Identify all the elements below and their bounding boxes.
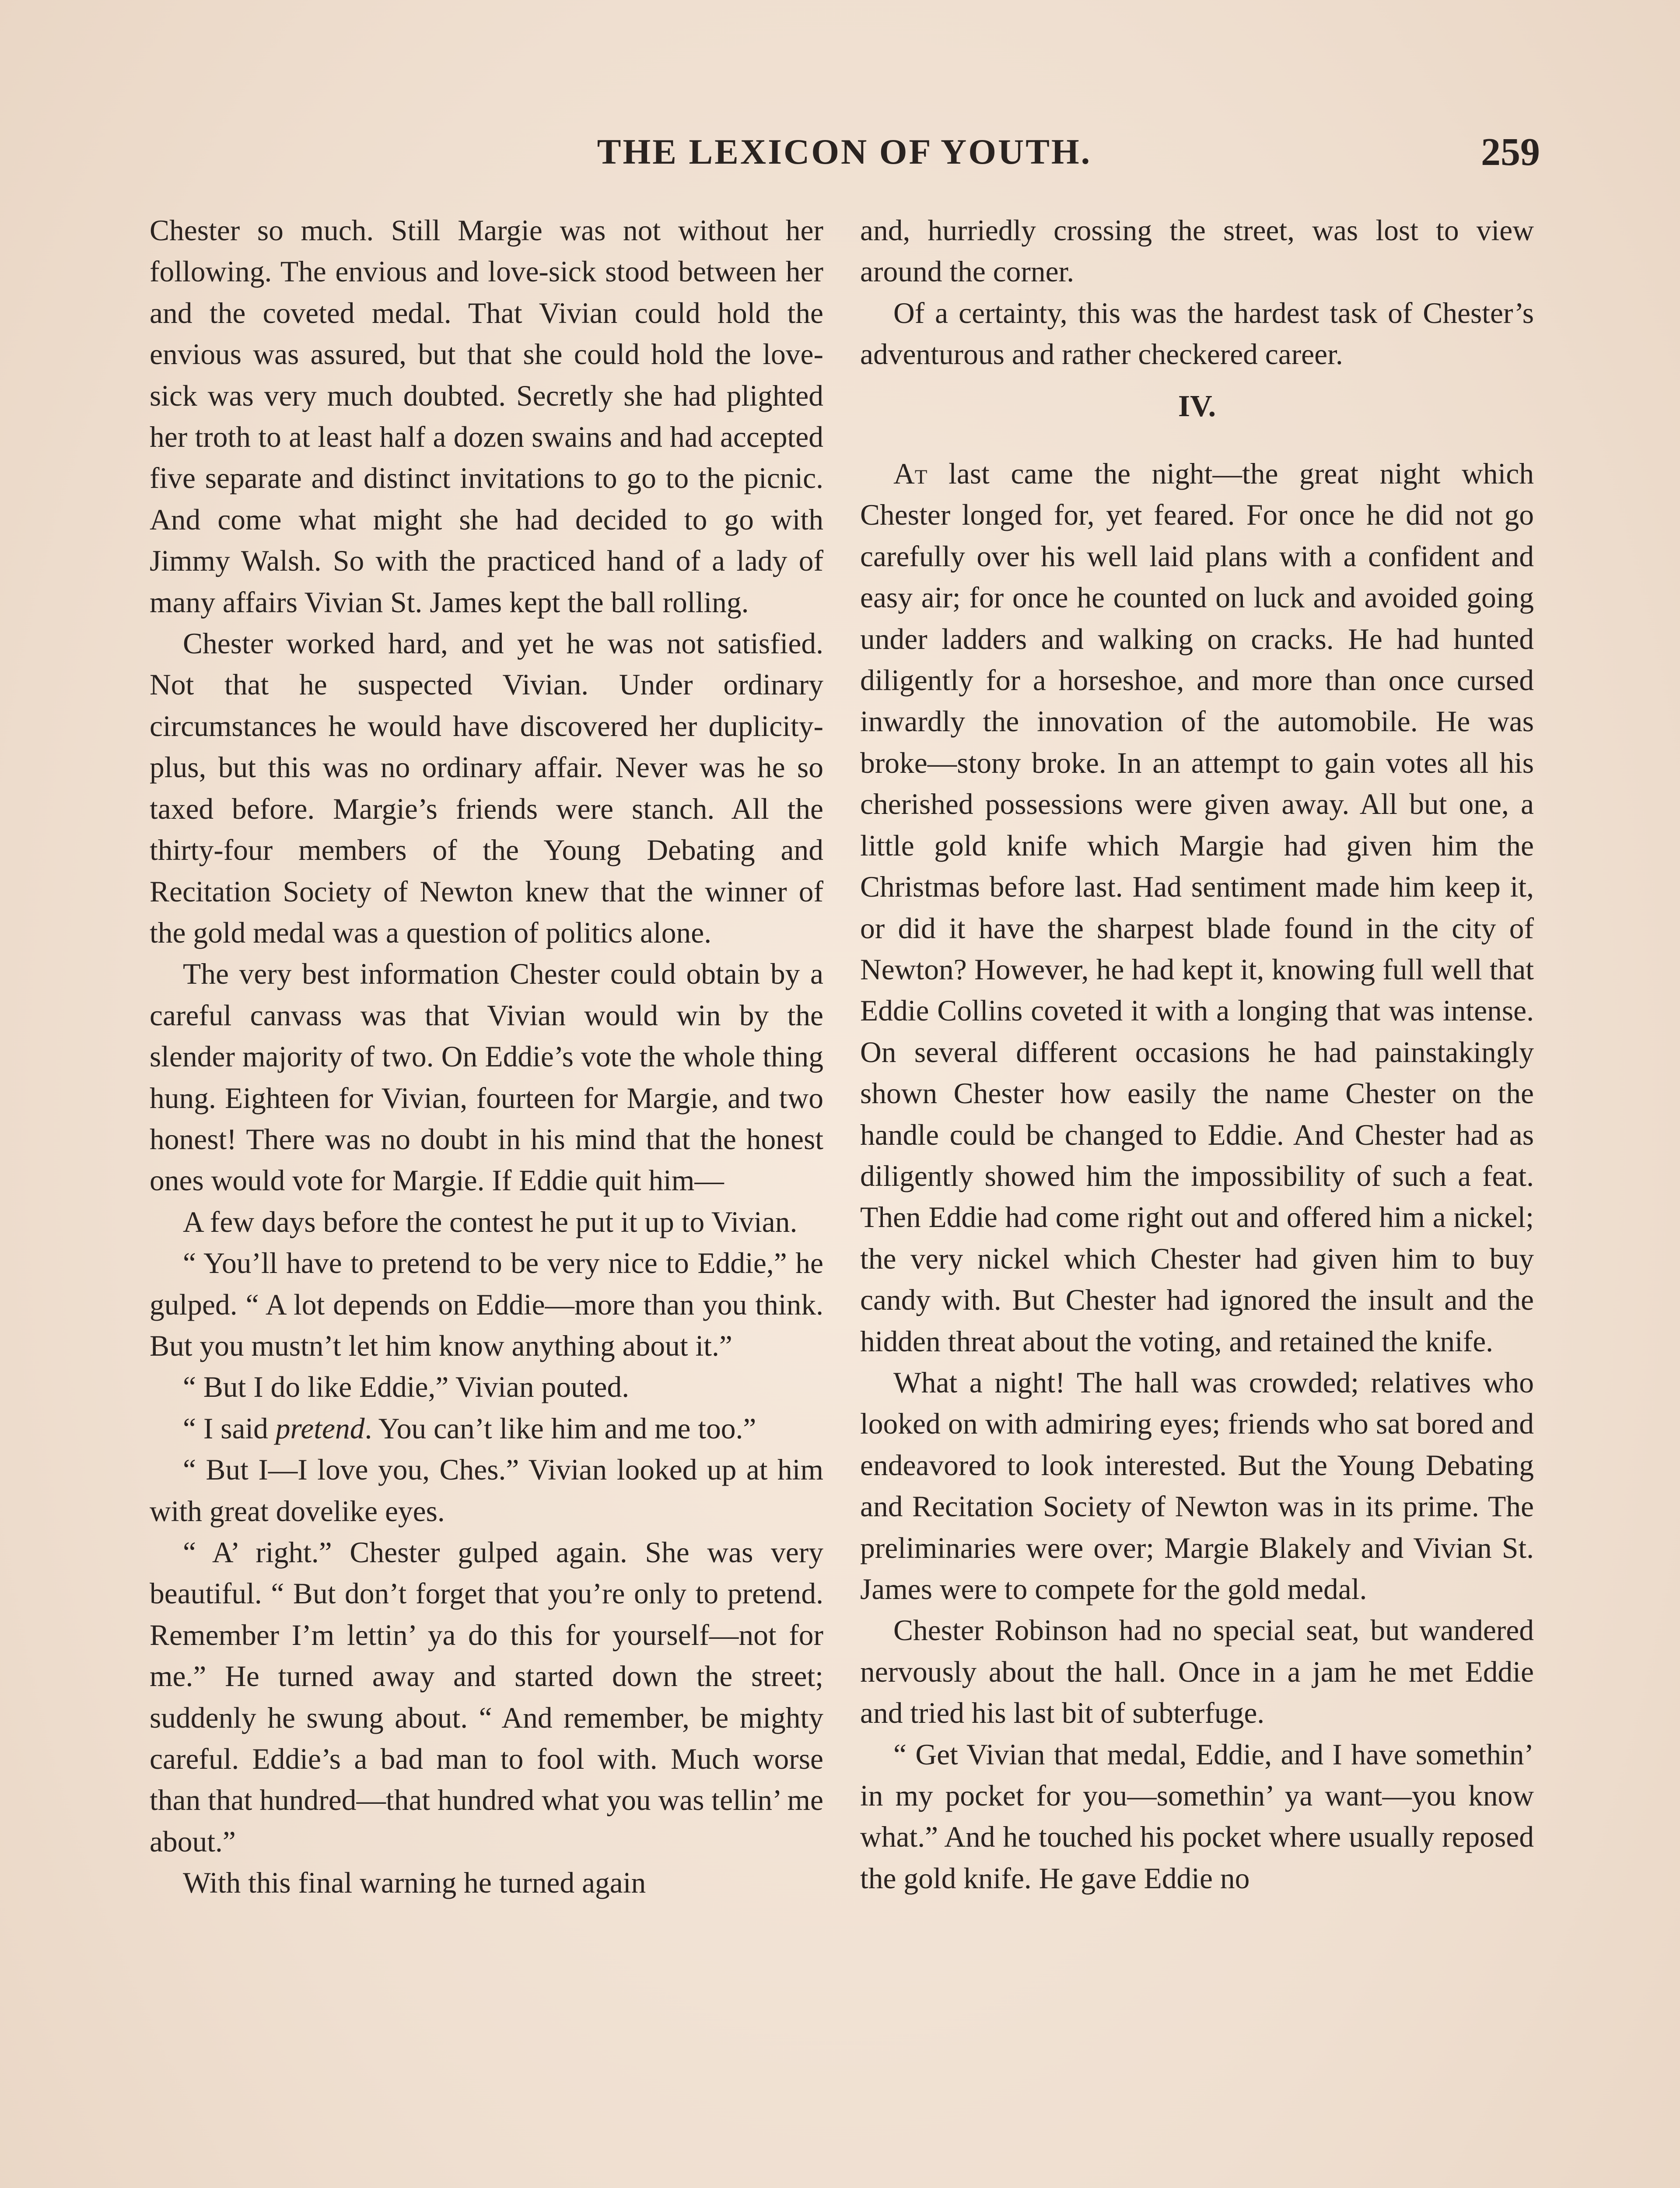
paragraph: “ But I—I love you, Ches.” Vivian looked up at him with great dovelike eyes. — [150, 1453, 823, 1528]
emphasis-pretend: pretend — [275, 1412, 365, 1445]
left-column — [150, 210, 823, 1904]
page-header — [149, 131, 1540, 184]
section-heading: IV. — [1178, 389, 1216, 423]
text-run: “ I said — [183, 1412, 276, 1445]
paragraph-pretend — [150, 1408, 823, 1449]
section-opening-paragraph — [860, 453, 1534, 1362]
paragraph: “ A’ right.” Chester gulped again. She was very beautiful. “ But don’t forget that you’re only to pretend. Remember I’m lettin’ ya do this for yourself—not for me.” He turned away and started down the street; suddenly he swung about. “ And remember, be mighty careful. Eddie’s a bad man to fool with. Much worse than that hundred—that hundred what you was tellin’ me about.” — [150, 1536, 823, 1858]
paragraph: What a night! The hall was crowded; relatives who looked on with admiring eyes; friends who sat bored and endeavored to look interested. But the Young Debating and Recitation Society of Newton was in its prime. The preliminaries were over; Margie Blakely and Vivian St. James were to compete for the gold medal. — [860, 1366, 1534, 1606]
paragraph: and, hurriedly crossing the street, was lost to view around the corner. — [860, 214, 1534, 288]
paragraph: “ But I do like Eddie,” Vivian pouted. — [183, 1371, 630, 1404]
paragraph: Chester so much. Still Margie was not without her following. The envious and love-sick stood between her and the coveted medal. That Vivian could hold the envious was assured, but that she could hold the love-sick was very much doubted. Secretly she had plighted her troth to at least half a dozen swains and had accepted five separate and distinct invitations to go to the picnic. And come what might she had decided to go with Jimmy Walsh. So with the practiced hand of a lady of many affairs Vivian St. James kept the ball rolling. — [150, 214, 823, 619]
right-column — [860, 210, 1534, 1899]
running-title: THE LEXICON OF YOUTH. — [597, 132, 1092, 172]
text-run: . You can’t like him and me too.” — [364, 1412, 756, 1445]
paragraph: “ Get Vivian that medal, Eddie, and I have somethin’ in my pocket for you—somethin’ ya want—you know what.” And he touched his pocket where usually reposed the gold knife. He gave Eddie no — [860, 1738, 1534, 1895]
paragraph: With this final warning he turned again — [183, 1866, 646, 1900]
paragraph: A few days before the contest he put it up to Vivian. — [183, 1205, 798, 1238]
paragraph: Of a certainty, this was the hardest task of Chester’s adventurous and rather checkered career. — [860, 296, 1534, 371]
paragraph: Chester Robinson had no special seat, but wandered nervously about the hall. Once in a jam he met Eddie and tried his last bit of subterfuge. — [860, 1614, 1534, 1730]
page-number: 259 — [1481, 130, 1540, 174]
paragraph: Chester worked hard, and yet he was not satisfied. Not that he suspected Vivian. Under ordinary circumstances he would have discovered her duplicity-plus, but this was no ordinary affair. Never was he so taxed before. Margie’s friends were stanch. All the thirty-four members of the Young Debating and Recitation Society of Newton knew that the winner of the gold medal was a question of politics alone. — [150, 627, 823, 949]
dropcap: At — [893, 457, 928, 491]
text-run: last came the night—the great night which Chester longed for, yet feared. For once he did not go carefully over his well laid plans with a confident and easy air; for once he counted on luck and avoided going under ladders and walking on cracks. He had hunted diligently for a horseshoe, and more than once cursed inwardly the innovation of the automobile. He was broke—stony broke. In an attempt to gain votes all his cherished possessions were given away. All but one, a little gold knife which Margie had given him the Christmas before last. Had sentiment made him keep it, or did it have the sharpest blade found in the city of Newton? However, he had kept it, knowing full well that Eddie Collins coveted it with a longing that was intense. On several different occasions he had painstakingly shown Chester how easily the name Chester on the handle could be changed to Eddie. And Chester had as diligently showed him the impossibility of such a feat. Then Eddie had come right out and offered him a nickel; the very nickel which Chester had given him to buy candy with. But Chester had ignored the insult and the hidden threat about the voting, and retained the knife. — [860, 457, 1534, 1358]
paragraph: “ You’ll have to pretend to be very nice to Eddie,” he gulped. “ A lot depends on Eddie—more than you think. But you mustn’t let him know anything about it.” — [150, 1247, 823, 1362]
paragraph: The very best information Chester could obtain by a careful canvass was that Vivian would win by the slender majority of two. On Eddie’s vote the whole thing hung. Eighteen for Vivian, fourteen for Margie, and two honest! There was no doubt in his mind that the honest ones would vote for Margie. If Eddie quit him— — [150, 957, 823, 1197]
